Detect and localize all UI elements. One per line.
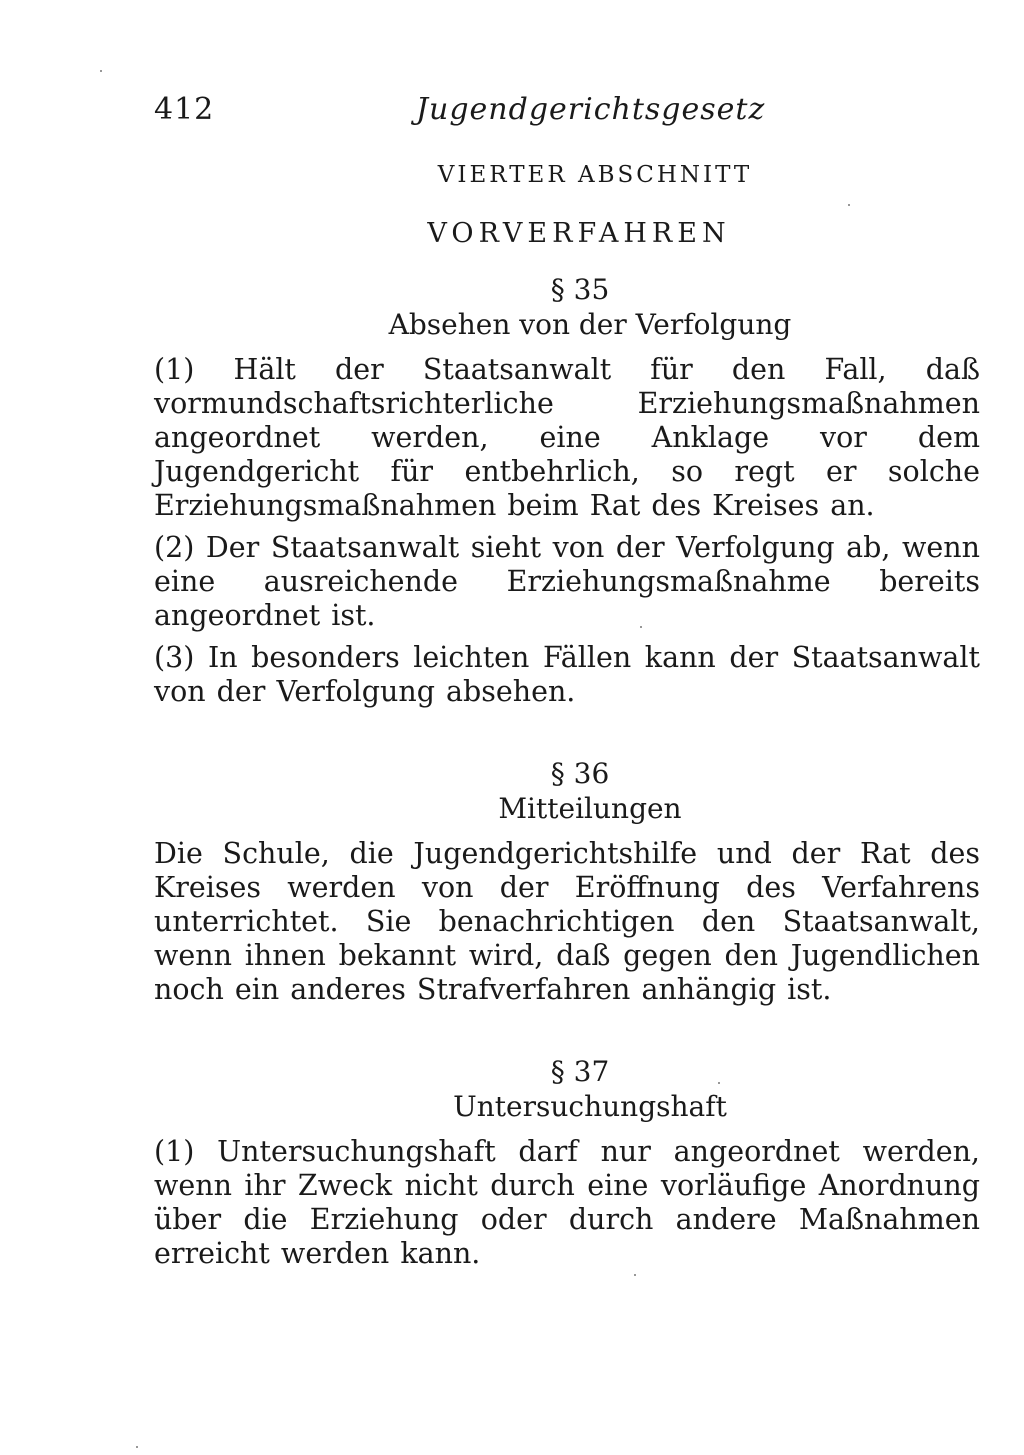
section-35-number: § 35 bbox=[550, 273, 610, 306]
section-37-paragraph-1: (1) Untersuchungshaft darf nur angeordnet werden, wenn ihr Zweck nicht durch eine vorläufige Anordnung über die Erziehung oder durch andere Maßnahmen erreicht werden kann. bbox=[154, 1135, 980, 1270]
section-36-title: Mitteilungen bbox=[498, 792, 682, 825]
section-35-paragraph-1: (1) Hält der Staatsanwalt für den Fall, daß vormundschaftsrichterliche Erziehungsmaßnahmen angeordnet werden, eine Anklage vor dem Jugendgericht für entbehrlich, so regt er solche Erziehungsmaßnahmen beim Rat des Kreises an. bbox=[154, 353, 980, 522]
section-35-paragraph-2: (2) Der Staatsanwalt sieht von der Verfolgung ab, wenn eine ausreichende Erziehungsmaßnahme bereits angeordnet ist. bbox=[154, 531, 980, 632]
section-36-number: § 36 bbox=[550, 757, 610, 790]
section-37-number: § 37 bbox=[550, 1055, 610, 1088]
section-37-title: Untersuchungshaft bbox=[453, 1090, 727, 1123]
part-title: VORVERFAHREN bbox=[427, 218, 731, 249]
section-35-title: Absehen von der Verfolgung bbox=[388, 308, 792, 341]
part-label: VIERTER ABSCHNITT bbox=[437, 162, 753, 188]
page-number: 412 bbox=[154, 92, 215, 127]
section-35-paragraph-3: (3) In besonders leichten Fällen kann der Staatsanwalt von der Verfolgung absehen. bbox=[154, 641, 980, 708]
book-page bbox=[154, 92, 980, 1271]
running-title: Jugendgerichtsgesetz bbox=[416, 92, 766, 127]
section-36-paragraph-1: Die Schule, die Jugendgerichtshilfe und der Rat des Kreises werden von der Eröffnung des Verfahrens unterrichtet. Sie benachrichtigen den Staatsanwalt, wenn ihnen bekannt wird, daß gegen den Jugendlichen noch ein anderes Strafverfahren anhängig ist. bbox=[154, 837, 980, 1006]
running-head bbox=[154, 92, 980, 140]
